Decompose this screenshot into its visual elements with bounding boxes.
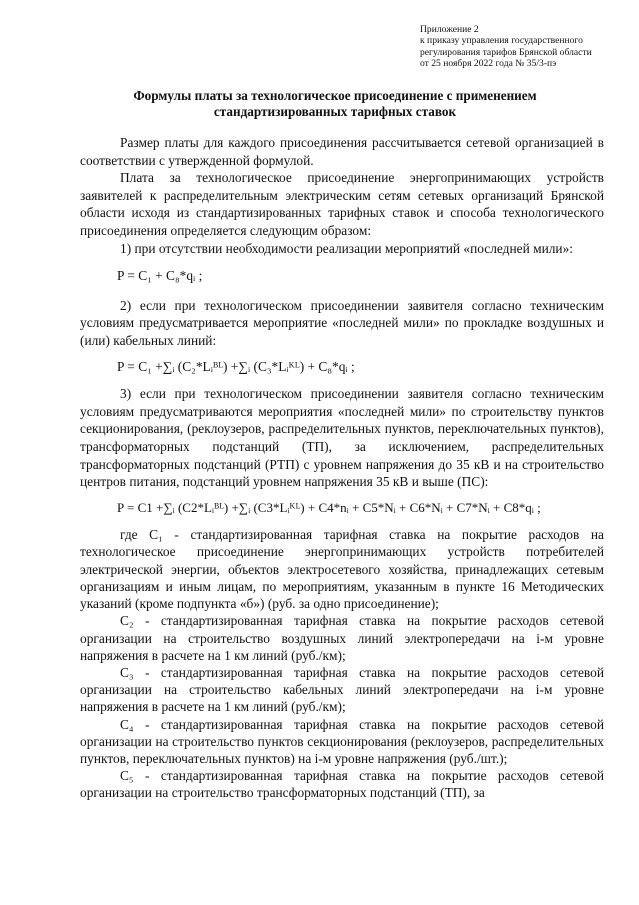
formula: P = C₁ + C₈*qᵢ ; xyxy=(117,268,203,284)
paragraph: 1) при отсутствии необходимости реализации мероприятий «последней мили»: xyxy=(120,240,574,256)
paragraph: Плата за технологическое присоединение энергопринимающих устройств заявителей к распределительным электрическим сетям сетевых организаций Брянской области исходя из стандартизированных тарифных ставок и способа технологического присоединения определяется следующим образом: xyxy=(80,170,604,238)
appendix-line: от 25 ноября 2022 года № 35/3-пэ xyxy=(420,57,557,69)
definition-item: С₄ - стандартизированная тарифная ставка на покрытие расходов сетевой организации на строительство пунктов секционирования (реклоузеров, распределительных пунктов, переключательных пунктов) на i-м уровне напряжения (руб./шт.); xyxy=(80,716,604,766)
paragraph: Размер платы для каждого присоединения рассчитывается сетевой организацией в соответствии с утвержденной формулой. xyxy=(80,135,604,168)
paragraph: 3) если при технологическом присоединении заявителя согласно техническим условиям предусматриваются мероприятия «последней мили» по строительству пунктов секционирования, (реклоузеров, распределительных пунктов, переключательных пунктов), трансформаторных подстанций (ТП), за исключением, распределительных трансформаторных подстанций (РТП) с уровнем напряжения до 35 кВ и на строительство центров питания, подстанций уровнем напряжения 35 кВ и выше (ПС): xyxy=(80,386,604,490)
definition-item: С₅ - стандартизированная тарифная ставка на покрытие расходов сетевой организации на строительство трансформаторных подстанций (ТП), за xyxy=(80,768,604,801)
document-title xyxy=(60,88,610,119)
title-line: стандартизированных тарифных ставок xyxy=(213,103,457,119)
title-line: Формулы платы за технологическое присоединение с применением xyxy=(133,88,537,103)
appendix-line: регулирования тарифов Брянской области xyxy=(420,46,592,58)
definition-item: где С₁ - стандартизированная тарифная ставка на покрытие расходов на технологическое присоединение энергопринимающих устройств потребителей электрической энергии, объектов электросетевого хозяйства, принадлежащих сетевым организациям и иным лицам, по мероприятиям, указанным в пункте 16 Методических указаний (кроме подпункта «б») (руб. за одно присоединение); xyxy=(80,527,604,612)
definition-item: С₂ - стандартизированная тарифная ставка на покрытие расходов сетевой организации на строительство воздушных линий электропередачи на i-м уровне напряжения в расчете на 1 км линий (руб./км); xyxy=(80,613,604,663)
appendix-line: Приложение 2 xyxy=(420,24,479,35)
appendix-line: к приказу управления государственного xyxy=(420,35,583,47)
appendix-header xyxy=(420,24,630,69)
document-body xyxy=(80,134,604,802)
definitions xyxy=(80,526,604,801)
definition-item: С₃ - стандартизированная тарифная ставка на покрытие расходов сетевой организации на строительство кабельных линий электропередачи на i-м уровне напряжения в расчете на 1 км линий (руб./км); xyxy=(80,664,604,715)
formula: P = C₁ +∑ᵢ (C₂*Lᵢᴮᴸ) +∑ᵢ (C₃*Lᵢᴷᴸ) + C₈*qᵢ ; xyxy=(117,358,355,374)
paragraph: 2) если при технологическом присоединении заявителя согласно техническим условиям предусматривается мероприятие «последней мили» по прокладке воздушных и (или) кабельных линий: xyxy=(80,297,604,348)
formula: P = C1 +∑ᵢ (C2*Lᵢᴮᴸ) +∑ᵢ (C3*Lᵢᴷᴸ) + C4*nᵢ + C5*Nᵢ + C6*Nᵢ + C7*Nᵢ + C8*qᵢ ; xyxy=(117,499,541,515)
